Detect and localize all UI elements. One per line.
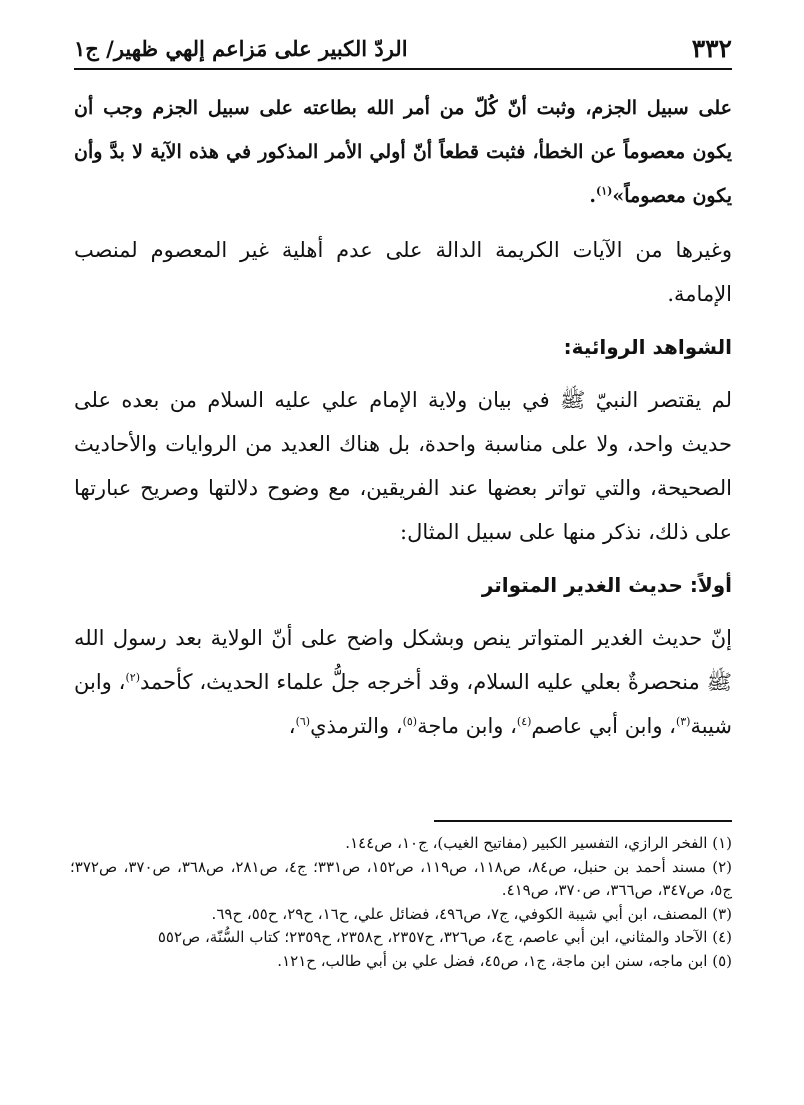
ghadir-text: إنّ حديث الغدير المتواتر ينص وبشكل واضح على أنّ الولاية بعد رسول الله ﷺ منحصرةٌ بعلي عليه السلام، وقد أخرجه جلُّ علماء الحديث، كأحمد xyxy=(74,626,733,694)
footnote-ref-4: (٤) xyxy=(516,715,532,728)
heading-ghadir: أولاً: حديث الغدير المتواتر xyxy=(481,573,732,597)
footnote-4: (٤) الآحاد والمثاني، ابن أبي عاصم، ج٤، ص٣٢٦، ح٢٣٥٧، ح٢٣٥٨، ح٢٣٥٩؛ كتاب السُّنّة، ص٥٥٢ xyxy=(157,928,732,946)
footnote-5: (٥) ابن ماجه، سنن ابن ماجة، ج١، ص٤٥، فضل علي بن أبي طالب، ح١٢١. xyxy=(277,951,732,970)
ghadir-text-4: ، وابن ماجة xyxy=(417,714,517,738)
page-number: ٣٣٢ xyxy=(691,33,732,63)
footnote-ref-6: (٦) xyxy=(295,715,311,728)
footnote-2: (٢) مسند أحمد بن حنبل، ص٨٤، ص١١٨، ص١١٩، ص١٥٢، ص٣٣١؛ ج٤، ص٢٨١، ص٣٦٨، ص٣٧٠، ص٣٧٢؛ ج٥، ص٣٤٧، ص٣٦٦، ص٣٧٠، ص٤١٩. xyxy=(70,857,733,899)
paragraph-verses: وغيرها من الآيات الكريمة الدالة على عدم أهلية غير المعصوم لمنصب الإمامة. xyxy=(74,238,732,306)
page-header xyxy=(74,28,732,70)
footnote-ref-5: (٥) xyxy=(402,715,418,728)
ghadir-text-6: ، xyxy=(288,714,296,738)
quote-paragraph xyxy=(74,86,732,218)
running-title: الردّ الكبير على مَزاعم إلهي ظهير/ ج١ xyxy=(74,35,408,61)
footnote-3: (٣) المصنف، ابن أبي شيبة الكوفي، ج٧، ص٤٩٦، فضائل علي، ح١٦، ح٢٩، ح٥٥، ح٦٩. xyxy=(211,904,732,923)
quote-end: . xyxy=(589,185,596,207)
footnote-1: (١) الفخر الرازي، التفسير الكبير (مفاتيح الغيب)، ج١٠، ص١٤٤. xyxy=(345,834,732,852)
ghadir-text-2: ، وابن شيبة xyxy=(74,670,732,738)
footnote-ref-1: (١) xyxy=(596,184,613,198)
quote-text: على سبيل الجزم، وثبت أنّ كُلّ من أمر الله بطاعته على سبيل الجزم وجب أن يكون معصوماً عن الخطأ، فثبت قطعاً أنّ أولي الأمر المذكور في هذه الآية لا بدَّ وأن يكون معصوماً» xyxy=(74,97,732,207)
paragraph-ghadir xyxy=(74,616,732,748)
ghadir-text-3: ، وابن أبي عاصم xyxy=(531,714,676,738)
heading-narrative-evidence: الشواهد الروائية: xyxy=(563,335,732,359)
footnote-separator xyxy=(434,820,732,822)
footnotes xyxy=(70,832,732,973)
paragraph-prophet: لم يقتصر النبيّ ﷺ في بيان ولاية الإمام علي عليه السلام من بعده على حديث واحد، ولا على مناسبة واحدة، بل هناك العديد من الروايات والأحاديث الصحيحة، والتي تواتر بعضها عند الفريقين، مع وضوح دلالتها وصريح عبارتها على ذلك، نذكر منها على سبيل المثال: xyxy=(74,388,732,544)
footnote-ref-3: (٣) xyxy=(675,715,691,728)
footnote-ref-2: (٢) xyxy=(125,671,140,684)
page-body xyxy=(74,86,732,748)
ghadir-text-5: ، والترمذي xyxy=(310,714,403,738)
